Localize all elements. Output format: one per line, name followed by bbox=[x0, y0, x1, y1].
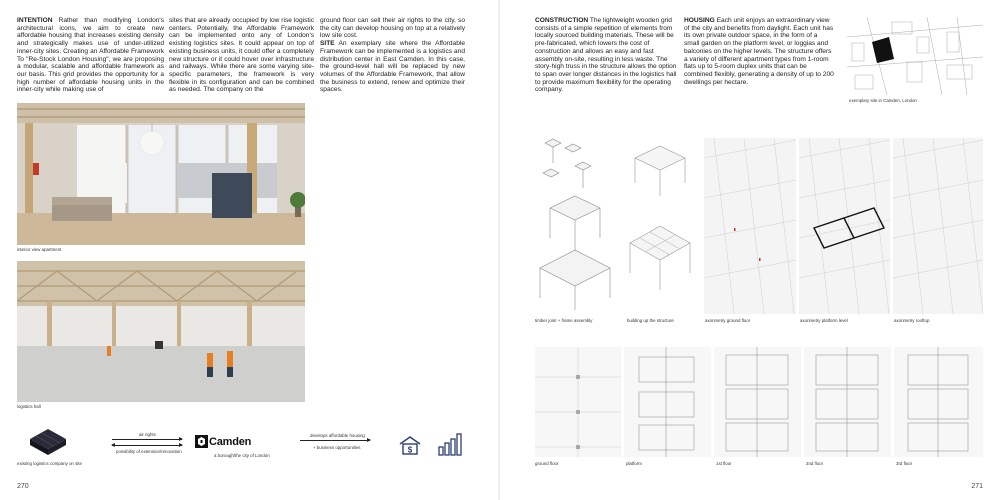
plan-platform bbox=[624, 347, 711, 457]
site-column bbox=[320, 17, 465, 94]
air-rights-text: ground floor can sell their air rights to the city, so the city can develop housing on top at a relatively low site cost. bbox=[320, 17, 465, 40]
rooftop-axon-caption: axonmetry rooftop bbox=[894, 318, 930, 323]
page-number-right: 271 bbox=[971, 483, 983, 490]
intention-column bbox=[17, 17, 164, 94]
plan-1st bbox=[714, 347, 801, 457]
develops-arrow bbox=[300, 440, 370, 441]
camden-logo-text: Camden bbox=[209, 436, 252, 448]
plan-3rd bbox=[894, 347, 983, 457]
growth-bars-icon bbox=[437, 431, 463, 457]
axon-rooftop bbox=[893, 138, 983, 314]
air-rights-arrow bbox=[112, 439, 182, 440]
housing-column bbox=[684, 17, 834, 86]
camden-logo-icon bbox=[195, 435, 208, 448]
hall-scene bbox=[17, 261, 305, 402]
page-number-left: 270 bbox=[17, 483, 29, 490]
timber-joint-drawing bbox=[535, 138, 615, 313]
site-map bbox=[847, 17, 983, 95]
plan-3rd-caption: 3rd floor bbox=[896, 461, 913, 466]
develops-label: develops affordable housing bbox=[310, 433, 365, 438]
interior-photo bbox=[17, 103, 305, 245]
framework-column bbox=[169, 17, 314, 94]
container-caption: existing logistics company on site bbox=[17, 461, 82, 466]
ground-axon-caption: axonmetry ground floor bbox=[705, 318, 751, 323]
svg-text:$: $ bbox=[407, 445, 413, 455]
hall-caption: logistics hall bbox=[17, 404, 41, 409]
structure-drawing bbox=[625, 138, 695, 313]
housing-heading: HOUSING bbox=[684, 17, 715, 24]
construction-heading: CONSTRUCTION bbox=[535, 17, 589, 24]
framework-text: sites that are already occupied by low rise logistic centers. Potentially, the Affordable Framework can be implemented onto any of London's existing logistics sites. It could appear on top of existing business units, it could offer a completely new structure or it could hover over infrastructure and railways. While there are some varying site-specific parameters, the framework is very flexible in its configuration and can be combined as needed. The company on the bbox=[169, 17, 314, 94]
plan-ground-caption: ground floor bbox=[535, 461, 559, 466]
plan-2nd-caption: 2nd floor bbox=[806, 461, 824, 466]
building-caption: building up the structure bbox=[627, 318, 674, 323]
plan-platform-caption: platform bbox=[626, 461, 642, 466]
construction-column bbox=[535, 17, 677, 94]
site-text: An exemplary site where the Affordable Framework can be implemented is a logistics and distribution center in East Camden. In this case, the ground-level hall will be replaced by new volumes of the Affordable Framework, that allow the business to extend, renew and optimize their spaces. bbox=[320, 40, 466, 94]
intention-text: Rather than modifying London's architectural icons, we aim to create new affordable housing that increases existing density and strategically makes use of under-utilized inner-city sites. Creating an Affordable Framework To "Re-Stock London Housing", we are proposing a modular, scalable and affordable framework as our basis. This grid provides the opportunity for a high number of affordable housing units in the inner-city while making use of bbox=[17, 17, 164, 94]
intention-heading: INTENTION bbox=[17, 17, 53, 24]
hall-photo bbox=[17, 261, 305, 402]
interior-caption: interior view apartment bbox=[17, 247, 62, 252]
business-label: + business opportunities bbox=[313, 445, 361, 450]
container-icon bbox=[28, 425, 68, 457]
possibility-label: possibility of extension/renovation bbox=[116, 449, 182, 454]
plan-2nd bbox=[804, 347, 891, 457]
axon-platform bbox=[799, 138, 890, 314]
housing-text: Each unit enjoys an extraordinary view of the city and benefits from daylight. Each unit has its own private outdoor space, in the form of a small garden on the platform level, or loggias and balconies on the higher levels. The structure offers a variety of different apartment types from 1-room flats up to 5-room duplex units that can be combined flexibly, generating a density of up to 200 dwellings per hectare. bbox=[684, 17, 834, 86]
platform-axon-caption: axonmetry platform level bbox=[800, 318, 848, 323]
site-caption: exemplary site in Camden, London bbox=[849, 98, 917, 103]
interior-scene bbox=[17, 103, 305, 245]
right-page bbox=[500, 0, 1000, 500]
air-rights-label: air rights bbox=[139, 432, 156, 437]
house-dollar-icon bbox=[398, 435, 422, 455]
plan-ground bbox=[535, 347, 621, 457]
construction-text: The lightweight wooden grid consists of a simple repetition of elements from locally sourced building materials. These will be pre-fabricated, which lowers the cost of construction and allows an easy and fast assembly on-site, resulting in less waste. The story-high truss in the structure allows the option to span over longer distances in the logistics hall to provide maximum flexibility for the operating company. bbox=[535, 17, 677, 94]
site-heading: SITE bbox=[320, 40, 335, 48]
camden-caption: a borough/the city of London bbox=[214, 453, 270, 458]
plan-1st-caption: 1st floor bbox=[716, 461, 732, 466]
axon-ground bbox=[704, 138, 796, 314]
extension-arrow bbox=[112, 445, 182, 446]
timber-caption: timber joint + frame assembly bbox=[535, 318, 593, 323]
